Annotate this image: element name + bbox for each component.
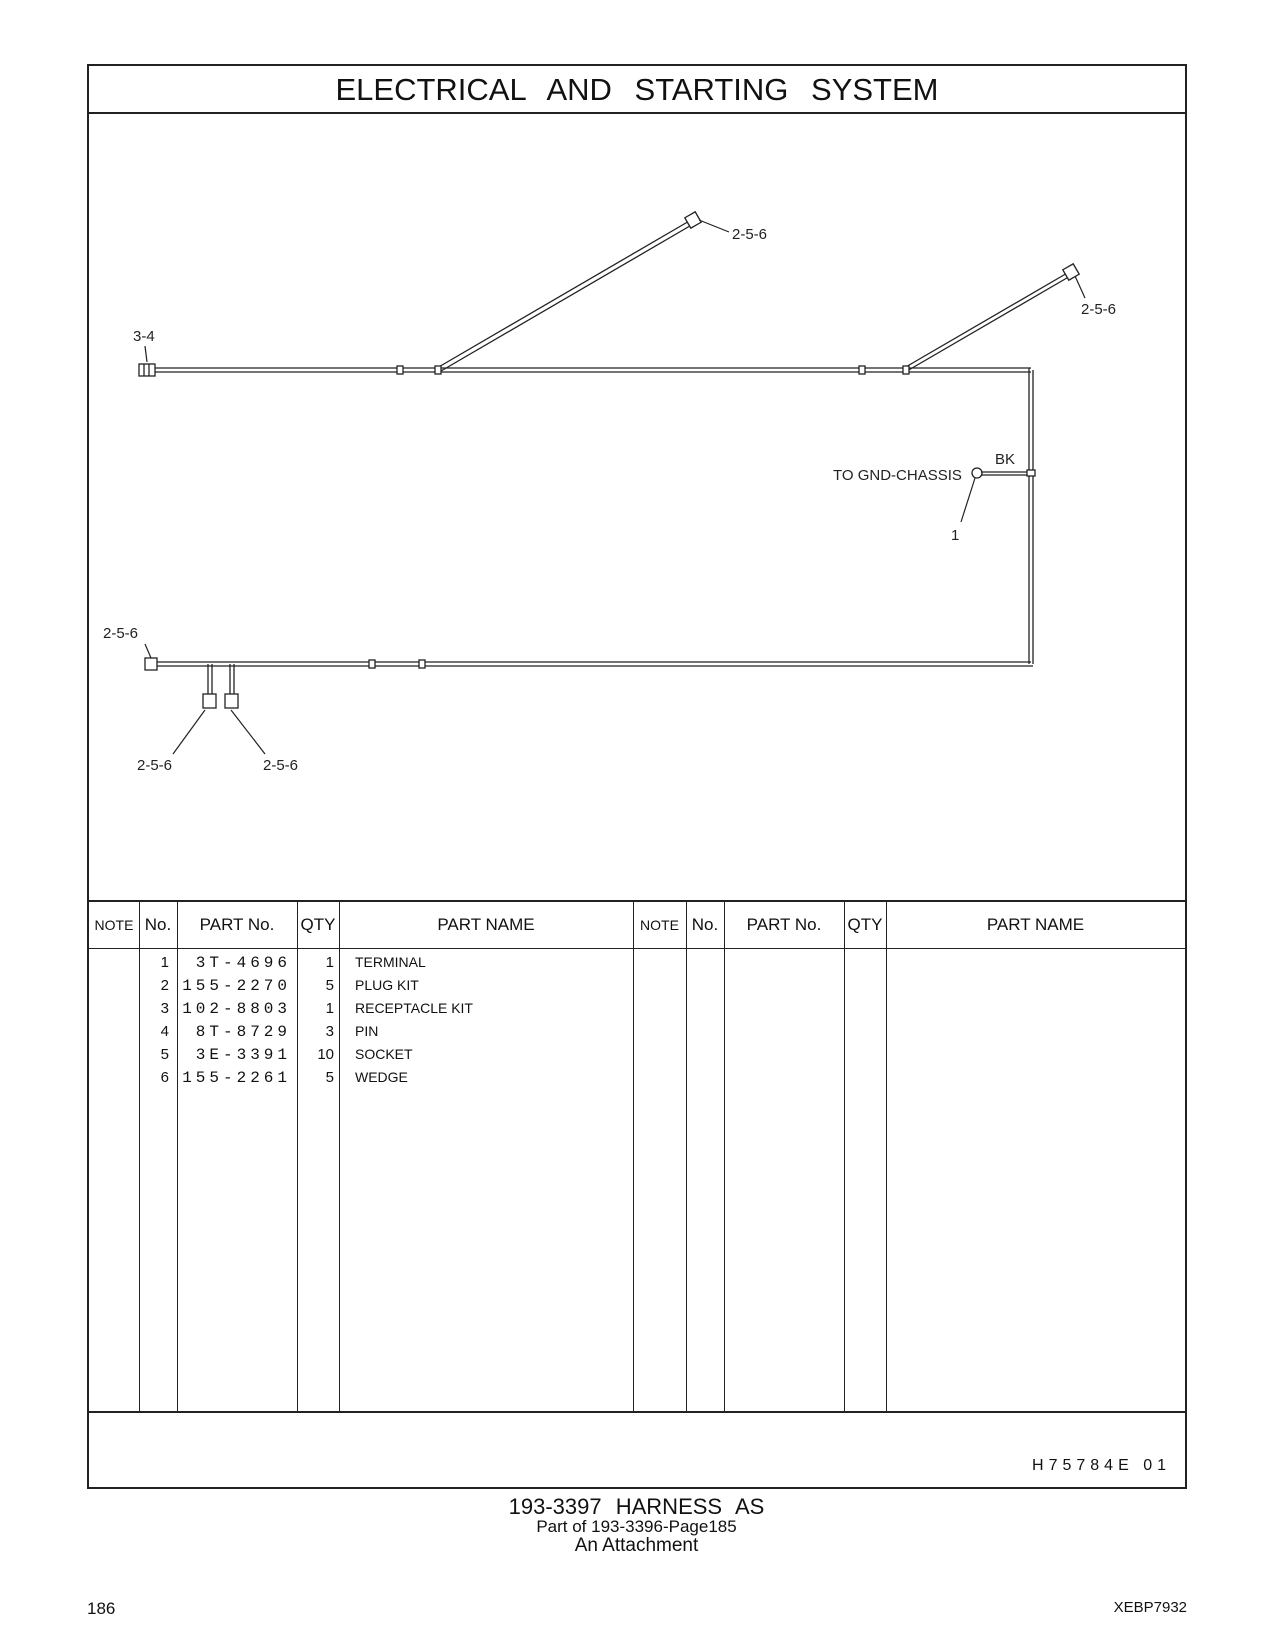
page-number: 186 (87, 1599, 116, 1618)
callout-left-bottom: 2-5-6 (103, 625, 139, 642)
connector-left-bottom (145, 658, 157, 670)
header-no-left: No. (144, 915, 172, 934)
wire-branch-top (437, 220, 691, 368)
wire-branch-right (904, 272, 1069, 368)
connector-drop-a (203, 694, 216, 708)
table-row: 1 3T-4696 1 TERMINAL (160, 954, 426, 972)
caption-part-title: 193-3397 HARNESS AS (508, 1494, 765, 1519)
header-part-no-left: PART No. (199, 915, 275, 934)
table-row: 2 155-2270 5 PLUG KIT (160, 977, 419, 995)
header-qty-right: QTY (847, 915, 883, 934)
connector-top-center (685, 212, 701, 228)
ground-item-number: 1 (951, 527, 960, 544)
table-row: 4 8T-8729 3 PIN (160, 1023, 379, 1041)
callout-top-center: 2-5-6 (732, 226, 768, 243)
callout-top-right: 2-5-6 (1081, 301, 1117, 318)
header-part-no-right: PART No. (746, 915, 822, 934)
callout-left-top: 3-4 (133, 328, 155, 345)
page-title: ELECTRICAL AND STARTING SYSTEM (89, 66, 1185, 114)
ground-wire-color: BK (995, 451, 1016, 468)
table-row: 5 3E-3391 10 SOCKET (160, 1046, 413, 1064)
harness-drawing (89, 114, 1185, 900)
header-note-left: NOTE (94, 917, 134, 933)
header-part-name-right: PART NAME (986, 915, 1085, 934)
connector-drop-b (225, 694, 238, 708)
caption-attachment: An Attachment (574, 1535, 699, 1556)
caption-part-of: Part of 193-3396-Page185 (536, 1517, 737, 1536)
document-id: XEBP7932 (1113, 1599, 1187, 1616)
drawing-code: H75784E 01 (1032, 1457, 1171, 1474)
header-qty-left: QTY (300, 915, 336, 934)
ground-ring-terminal (972, 468, 982, 478)
connector-3-4 (139, 364, 155, 376)
callout-bottom-b: 2-5-6 (263, 757, 299, 774)
header-part-name-left: PART NAME (437, 915, 535, 934)
ground-label: TO GND-CHASSIS (833, 467, 962, 484)
header-no-right: No. (691, 915, 719, 934)
header-note-right: NOTE (640, 917, 679, 933)
table-row: 3 102-8803 1 RECEPTACLE KIT (160, 1000, 473, 1018)
table-row: 6 155-2261 5 WEDGE (160, 1069, 408, 1087)
page-frame (87, 64, 1187, 1489)
header-divider (89, 948, 1185, 949)
drawing-code-band (89, 1411, 1185, 1487)
parts-table (89, 900, 1185, 1411)
connector-top-right (1063, 264, 1079, 280)
harness-diagram (89, 114, 1185, 900)
callout-bottom-a: 2-5-6 (137, 757, 173, 774)
